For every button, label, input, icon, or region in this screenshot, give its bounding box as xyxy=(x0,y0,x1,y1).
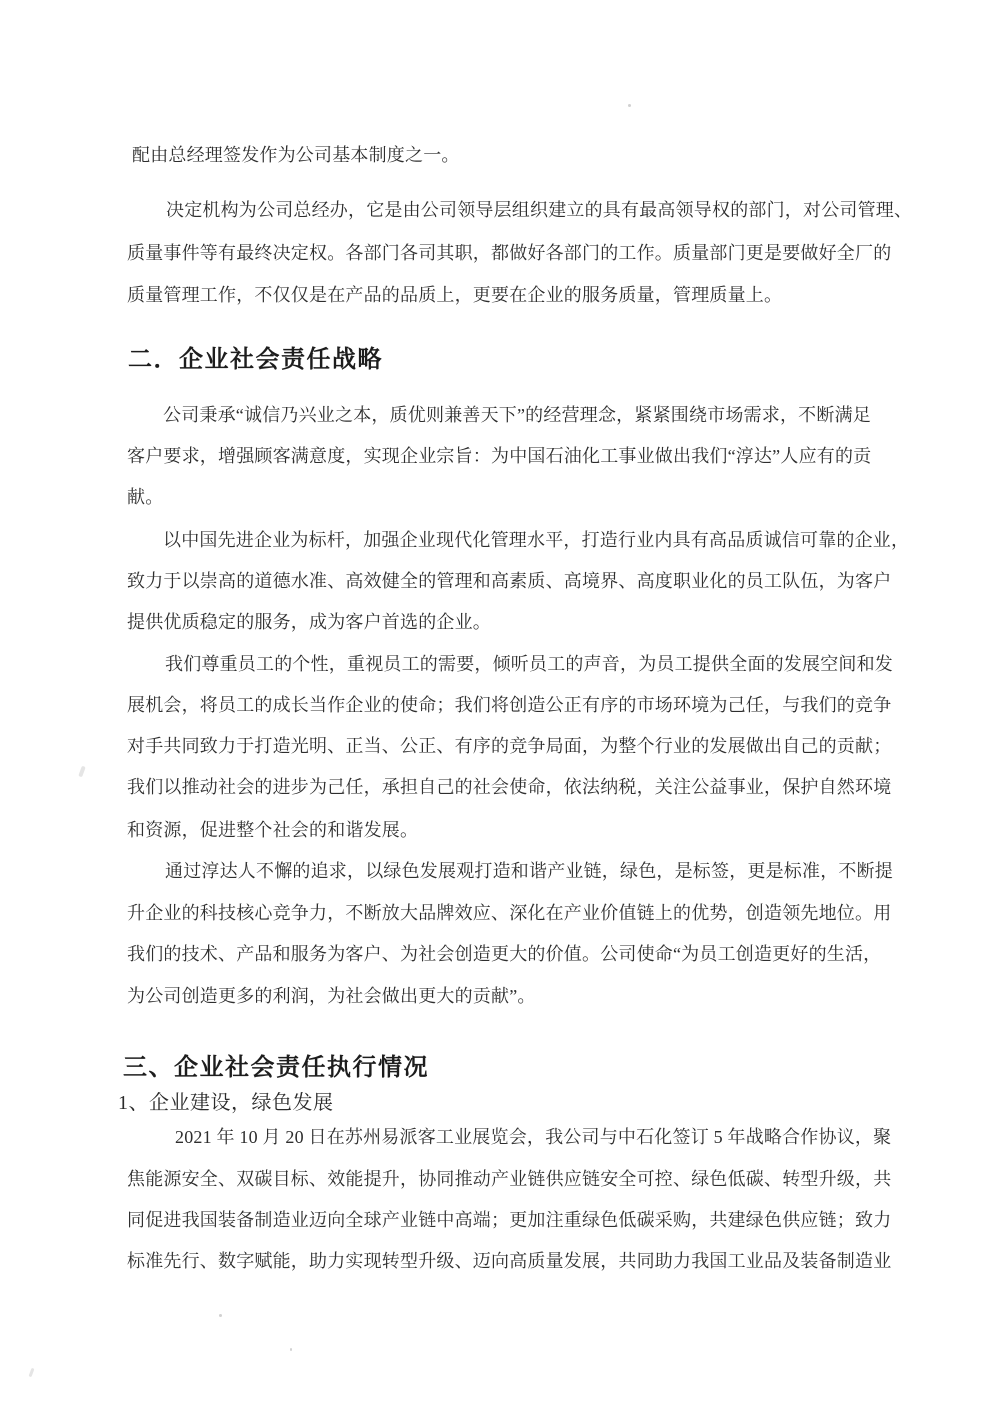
body-line: 对手共同致力于打造光明、正当、公正、有序的竞争局面，为整个行业的发展做出自己的贡献； xyxy=(127,736,892,756)
section-heading-csr-execution: 三、企业社会责任执行情况 xyxy=(123,1055,429,1081)
body-line: 决定机构为公司总经办，它是由公司领导层组织建立的具有最高领导权的部门，对公司管理、 xyxy=(166,200,913,220)
scan-speck xyxy=(290,1348,292,1351)
body-line: 我们尊重员工的个性，重视员工的需要，倾听员工的声音，为员工提供全面的发展空间和发 xyxy=(165,654,893,674)
body-line: 献。 xyxy=(127,487,164,507)
subsection-heading-green-development: 1、企业建设，绿色发展 xyxy=(118,1092,334,1114)
body-line: 为公司创造更多的利润，为社会做出更大的贡献”。 xyxy=(127,986,536,1006)
scan-speck xyxy=(219,1314,222,1317)
body-line: 质量事件等有最终决定权。各部门各司其职，都做好各部门的工作。质量部门更是要做好全厂的 xyxy=(127,243,892,263)
body-line: 同促进我国装备制造业迈向全球产业链中高端；更加注重绿色低碳采购，共建绿色供应链；致力 xyxy=(127,1210,892,1230)
body-line: 展机会，将员工的成长当作企业的使命；我们将创造公正有序的市场环境为己任，与我们的竞争 xyxy=(127,695,892,715)
body-line: 标准先行、数字赋能，助力实现转型升级、迈向高质量发展，共同助力我国工业品及装备制造业 xyxy=(127,1251,892,1271)
body-line: 通过淳达人不懈的追求，以绿色发展观打造和谐产业链，绿色，是标签，更是标准，不断提 xyxy=(165,861,893,881)
body-line: 质量管理工作，不仅仅是在产品的品质上，更要在企业的服务质量，管理质量上。 xyxy=(127,285,783,305)
body-line: 焦能源安全、双碳目标、效能提升，协同推动产业链供应链安全可控、绿色低碳、转型升级，共 xyxy=(127,1169,892,1189)
body-line: 公司秉承“诚信乃兴业之本，质优则兼善天下”的经营理念，紧紧围绕市场需求，不断满足 xyxy=(163,405,871,425)
body-line: 客户要求，增强顾客满意度，实现企业宗旨：为中国石油化工事业做出我们“淳达”人应有的贡 xyxy=(127,446,872,466)
body-line: 我们以推动社会的进步为己任，承担自己的社会使命，依法纳税，关注公益事业，保护自然环境 xyxy=(127,777,892,797)
body-line: 致力于以崇高的道德水准、高效健全的管理和高素质、高境界、高度职业化的员工队伍，为客户 xyxy=(127,571,892,591)
body-line: 我们的技术、产品和服务为客户、为社会创造更大的价值。公司使命“为员工创造更好的生活， xyxy=(127,944,882,964)
scan-speck xyxy=(628,104,631,107)
body-line: 和资源，促进整个社会的和谐发展。 xyxy=(127,820,419,840)
scan-smudge xyxy=(29,1368,35,1377)
body-line: 以中国先进企业为标杆，加强企业现代化管理水平，打造行业内具有高品质诚信可靠的企业， xyxy=(163,530,910,550)
body-line: 配由总经理签发作为公司基本制度之一。 xyxy=(132,145,460,165)
section-heading-csr-strategy: 二．企业社会责任战略 xyxy=(128,347,383,373)
body-line: 升企业的科技核心竞争力，不断放大品牌效应、深化在产业价值链上的优势，创造领先地位。用 xyxy=(127,903,892,923)
body-line: 2021 年 10 月 20 日在苏州易派客工业展览会，我公司与中石化签订 5 年战略合作协议，聚 xyxy=(175,1127,892,1147)
scan-smudge xyxy=(78,766,86,778)
body-line: 提供优质稳定的服务，成为客户首选的企业。 xyxy=(127,612,491,632)
